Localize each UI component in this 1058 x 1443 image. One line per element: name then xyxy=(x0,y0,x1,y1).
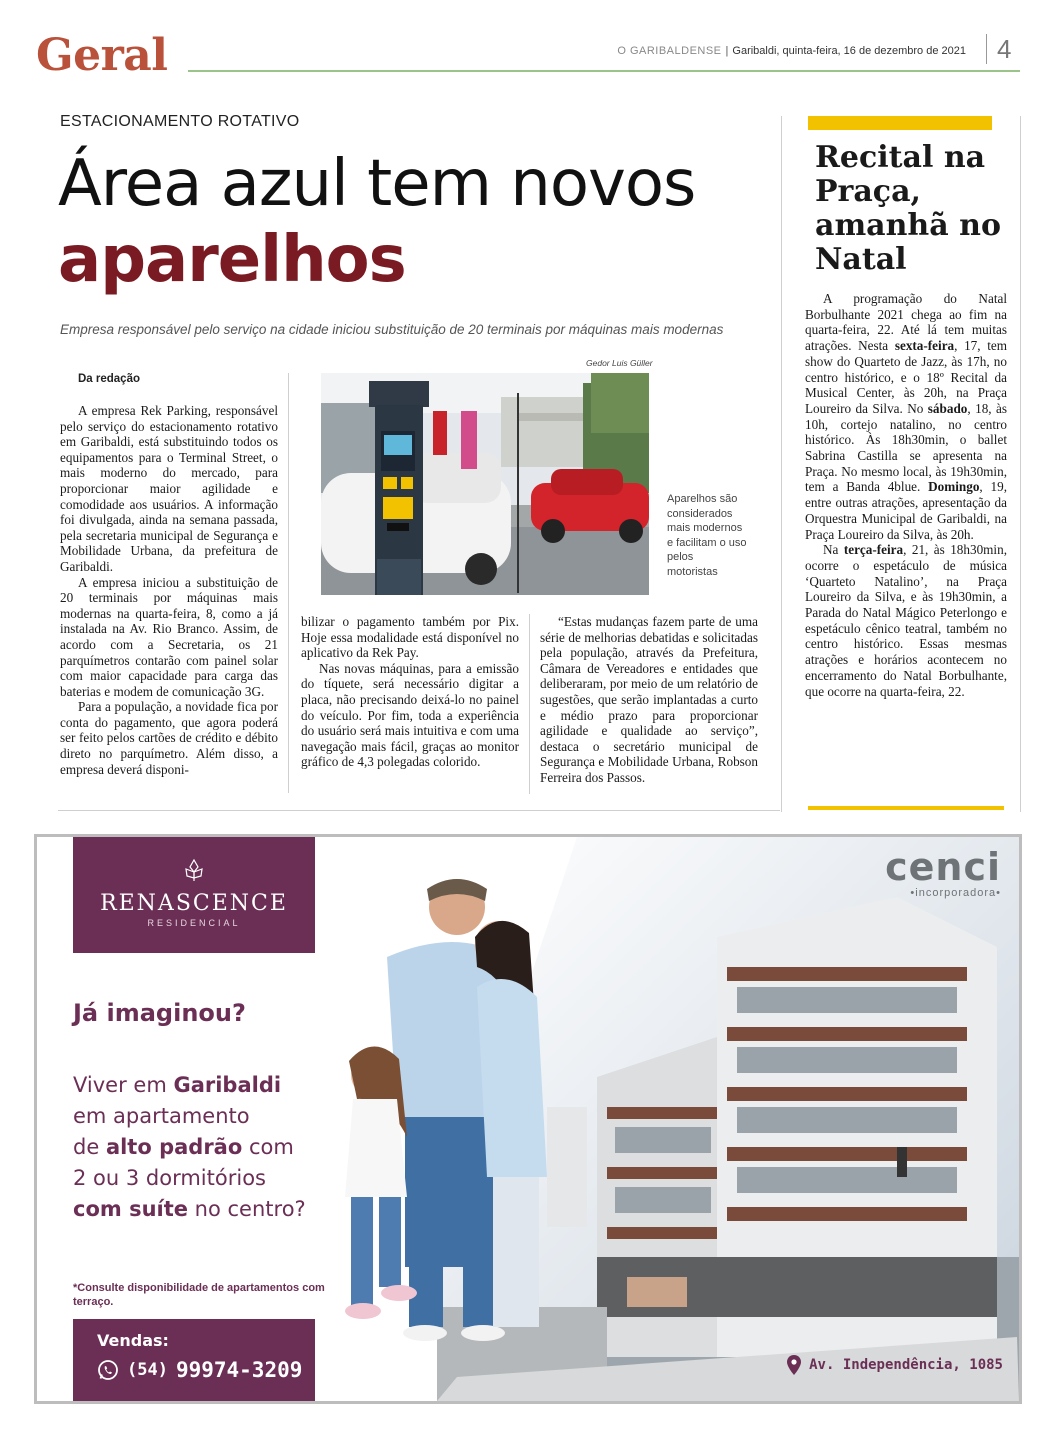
paragraph: “Estas mudanças fazem parte de uma série de melhorias debatidas e solicitadas pela população, através da Prefeitura, Câmara de Vereadores e entidades que deliberaram, por meio de um relatório de sugestões, que serão implantadas a curto e médio prazo para proporcionar agilidade e qualidade ao serviço”, destaca o secretário municipal de Segurança e Mobilidade Urbana, Robson Ferreira dos Passos. xyxy=(540,614,758,785)
article-kicker: ESTACIONAMENTO ROTATIVO xyxy=(60,113,300,130)
ad-copy-line: Viver em Garibaldi xyxy=(73,1073,282,1097)
headline-line-1: Área azul tem novos xyxy=(58,147,696,221)
article-column-3 xyxy=(540,614,758,786)
paragraph: Nas novas máquinas, para a emissão do tíquete, será necessário digitar a placa, não precisando deixá-lo no painel do veículo. Por fim, toda a experiência do usuário será mais intuitiva e com uma navegação mais fácil, graças ao monitor gráfico de 4,3 polegadas colorido. xyxy=(301,660,519,770)
paragraph: Para a população, a novidade fica por conta do pagamento, que agora poderá ser feito pelos cartões de crédito e débito direto no parquímetro. Além disso, a empresa deverá disponi- xyxy=(60,699,278,777)
sidebar-body xyxy=(805,291,1007,699)
ad-address: Av. Independência, 1085 xyxy=(787,1355,1003,1375)
advertisement xyxy=(34,834,1022,1404)
ad-tagline: Já imaginou? xyxy=(73,999,246,1027)
paragraph: bilizar o pagamento também por Pix. Hoje essa modalidade está disponível no aplicativo da Rek Pay. xyxy=(301,614,519,661)
whatsapp-icon xyxy=(97,1359,119,1381)
paragraph: A empresa Rek Parking, responsável pelo serviço do estacionamento rotativo em Garibaldi, está substituindo todos os equipamentos para o Terminal Street, o mais moderno do mercado, para proporcionar maior agilidade e comodidade aos usuários. A informação foi divulgada, ainda na semana passada, pela secretaria municipal de Segurança e Mobilidade Urbana, da prefeitura de Garibaldi. xyxy=(60,403,278,574)
sidebar-paragraph: Na terça-feira, 21, às 18h30min, ocorre o espetáculo de música ‘Quarteto Natalino’, na Praça Loureiro da Silva, e às 19h30min, a Parada do Natal Mágico Peterlongo e espetáculo cênico teatral, também no centro histórico. Essas mesmas atrações e horários acontecem no encerramento do Natal Borbulhante, que ocorre na quarta-feira, 22. xyxy=(805,542,1007,699)
ad-copy-line: em apartamento xyxy=(73,1104,250,1128)
sidebar-title: Recital na Praça, amanhã no Natal xyxy=(815,140,1001,277)
sales-phone: (54) 99974-3209 xyxy=(97,1358,315,1382)
dateline: Garibaldi, quinta-feira, 16 de dezembro de 2021 xyxy=(732,45,966,57)
sidebar-bottom-bar xyxy=(808,806,1004,810)
developer-name: cenci xyxy=(885,845,1001,889)
photo-credit: Gedor Luis Güller xyxy=(586,358,653,368)
column-divider xyxy=(288,373,289,793)
sidebar-paragraph: A programação do Natal Borbulhante 2021 chega ao fim na quarta-feira, 22. Até lá tem muitas atrações. Nesta sexta-feira, 17, tem show do Quarteto de Jazz, às 17h, no centro histórico, e o 18º Recital da Musical Center, às 20h, na Praça Loureiro da Silva. No sábado, 18, às 10h, cortejo natalino, no centro histórico. Às 18h30min, o ballet Sabrina Castilla se apresenta na Praça. No mesmo local, às 19h30min, tem a Banda 4blue. Domingo, 19, entre outras atrações, apresentação da Orquestra Municipal de Garibaldi, na Praça Loureiro da Silva, às 20h. xyxy=(805,291,1008,542)
publication-name: O GARIBALDENSE xyxy=(617,45,722,57)
header-info: O GARIBALDENSE | Garibaldi, quinta-feira, 16 de dezembro de 2021 xyxy=(617,45,966,57)
page-number: 4 xyxy=(986,34,1011,64)
ad-copy-line: 2 ou 3 dormitórios xyxy=(73,1166,266,1190)
article-column-1 xyxy=(60,403,278,777)
parking-meter-photo xyxy=(321,373,649,595)
photo-caption: Aparelhos são considerados mais modernos e facilitam o uso pelos motoristas xyxy=(667,493,747,578)
section-title: Geral xyxy=(36,30,168,81)
sidebar-accent-bar xyxy=(808,116,992,130)
ad-copy-line: com suíte no centro? xyxy=(73,1197,306,1221)
ad-brand-name: RENASCENCE xyxy=(100,891,288,916)
column-divider xyxy=(529,614,530,794)
ad-footnote: *Consulte disponibilidade de apartamentos com terraço. xyxy=(73,1282,325,1308)
article-column-2 xyxy=(301,614,519,770)
header-rule xyxy=(188,70,1020,72)
paragraph: A empresa iniciou a substituição de 20 terminais por máquinas mais modernas na quarta-feira, 8, como a já instalada na Av. Rio Branco. Assim, de acordo com a Secretaria, os 21 parquímetros contarão com painel solar com maior capacidade para carga das baterias e modem de comunicação 3G. xyxy=(60,574,278,699)
map-pin-icon xyxy=(787,1355,801,1375)
ad-copy-line: de alto padrão com xyxy=(73,1135,294,1159)
article-headline xyxy=(58,146,778,298)
headline-line-2: aparelhos xyxy=(58,223,406,297)
developer-logo xyxy=(885,847,1001,899)
developer-sub: •incorporadora• xyxy=(910,887,1001,899)
ad-brand-sub: RESIDENCIAL xyxy=(147,918,241,928)
ad-copy xyxy=(73,1070,363,1225)
article-bottom-rule xyxy=(58,810,780,811)
ad-brand-panel xyxy=(73,837,315,953)
lotus-icon xyxy=(181,857,207,883)
article-byline: Da redação xyxy=(78,373,141,385)
article-deck: Empresa responsável pelo serviço na cidade iniciou substituição de 20 terminais por máquinas mais modernas xyxy=(60,322,724,337)
sales-label: Vendas: xyxy=(97,1331,169,1350)
ad-sales-panel xyxy=(73,1319,315,1404)
article-photo xyxy=(321,373,649,595)
